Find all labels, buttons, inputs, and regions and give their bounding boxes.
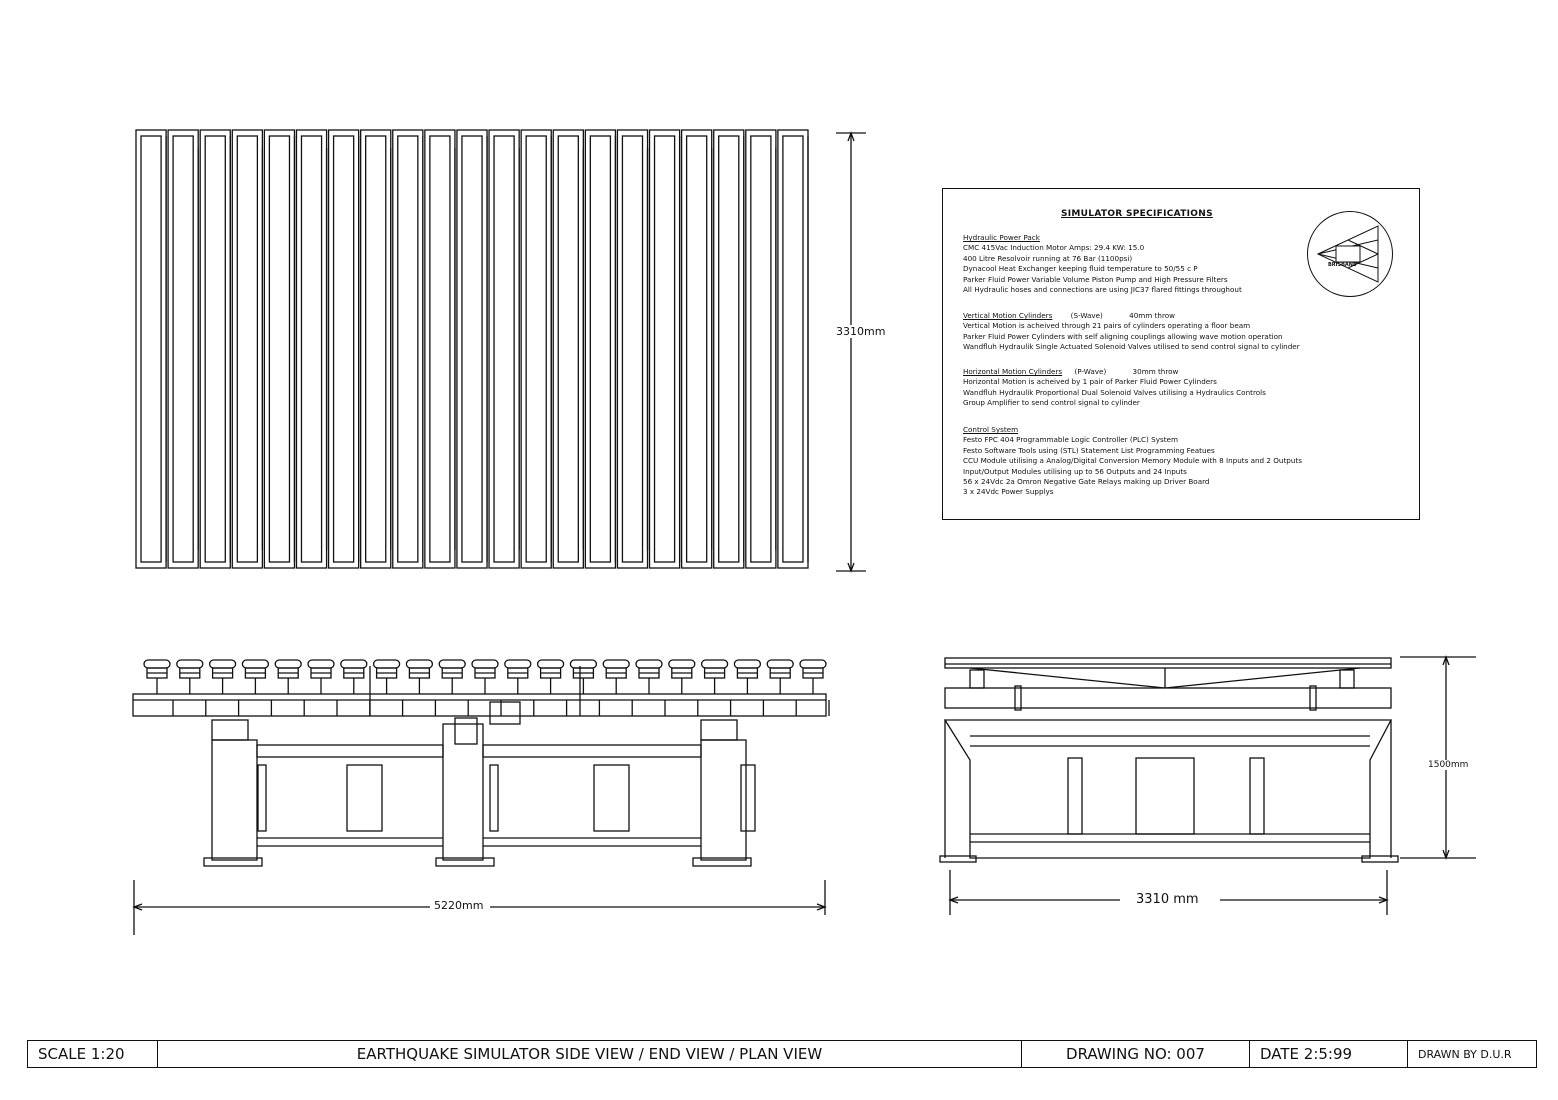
spec-line: Festo FPC 404 Programmable Logic Controller (PLC) System — [963, 435, 1178, 445]
plan-slat-inner — [269, 136, 289, 562]
date-cell: DATE 2:5:99 — [1250, 1041, 1408, 1067]
plan-slat-inner — [622, 136, 642, 562]
plan-slat-inner — [205, 136, 225, 562]
spec-line: Dynacool Heat Exchanger keeping fluid temperature to 50/55 c P — [963, 264, 1198, 274]
horizontal-throw: 30mm throw — [1132, 367, 1179, 376]
plan-slat-inner — [783, 136, 803, 562]
vertical-heading: Vertical Motion Cylinders — [963, 311, 1053, 320]
spec-line: Parker Fluid Power Cylinders with self aligning couplings allowing wave motion operation — [963, 331, 1283, 341]
plan-view — [136, 130, 808, 568]
plan-slat-inner — [430, 136, 450, 562]
actuator-cap — [242, 660, 268, 668]
hydraulic-heading: Hydraulic Power Pack — [963, 233, 1040, 242]
scale-cell: SCALE 1:20 — [28, 1041, 158, 1067]
company-logo-icon — [1307, 211, 1393, 297]
spec-line: Parker Fluid Power Variable Volume Piston Pump and High Pressure Filters — [963, 274, 1228, 284]
horizontal-heading: Horizontal Motion Cylinders — [963, 367, 1063, 376]
actuator-cap — [210, 660, 236, 668]
actuator-cap — [636, 660, 662, 668]
plan-slat-inner — [237, 136, 257, 562]
plan-slat-inner — [173, 136, 193, 562]
actuator-cap — [603, 660, 629, 668]
actuator-cap — [734, 660, 760, 668]
actuator-cap — [406, 660, 432, 668]
horizontal-section — [963, 367, 1266, 409]
drawing-number-cell: DRAWING NO: 007 — [1022, 1041, 1250, 1067]
spec-line: 56 x 24Vdc 2a Omron Negative Gate Relays making up Driver Board — [963, 477, 1210, 487]
spec-line: Group Amplifier to send control signal to cylinder — [963, 398, 1140, 408]
hydraulic-section — [963, 233, 1242, 295]
spec-line: Horizontal Motion is acheived by 1 pair of Parker Fluid Power Cylinders — [963, 377, 1217, 387]
vertical-tag: (S-Wave) — [1070, 311, 1103, 320]
spec-line: Festo Software Tools using (STL) Statement List Programming Featues — [963, 445, 1215, 455]
logo-text: BRISBANE — [1328, 262, 1357, 268]
plan-slat-inner — [301, 136, 321, 562]
specifications-panel — [942, 188, 1420, 520]
plan-slat-inner — [719, 136, 739, 562]
drawing-title-cell: EARTHQUAKE SIMULATOR SIDE VIEW / END VIEW / PLAN VIEW — [158, 1041, 1022, 1067]
plan-slat-inner — [141, 136, 161, 562]
spec-line: CCU Module utilising a Analog/Digital Conversion Memory Module with 8 Inputs and 2 Outputs — [963, 456, 1302, 466]
plan-height-label: 3310mm — [836, 325, 886, 338]
actuator-cap — [308, 660, 334, 668]
actuator-cap — [374, 660, 400, 668]
actuator-cap — [177, 660, 203, 668]
plan-slat-inner — [398, 136, 418, 562]
end-width-label: 3310 mm — [1136, 892, 1199, 907]
plan-slat-inner — [558, 136, 578, 562]
vertical-section — [963, 311, 1300, 353]
actuator-cap — [341, 660, 367, 668]
plan-slat-inner — [494, 136, 514, 562]
plan-slat-inner — [590, 136, 610, 562]
actuator-cap — [472, 660, 498, 668]
side-length-label: 5220mm — [434, 899, 484, 912]
plan-slat-inner — [526, 136, 546, 562]
plan-slat-inner — [334, 136, 354, 562]
actuator-cap — [505, 660, 531, 668]
actuator-cap — [144, 660, 170, 668]
end-dimensions — [950, 657, 1476, 915]
end-height-label: 1500mm — [1428, 760, 1469, 770]
spec-line: All Hydraulic hoses and connections are using JIC37 flared fittings throughout — [963, 285, 1242, 295]
specifications-title: SIMULATOR SPECIFICATIONS — [1061, 209, 1213, 219]
actuator-cap — [702, 660, 728, 668]
spec-line: Wandfluh Hydraulik Single Actuated Solenoid Valves utilised to send control signal to cylinder — [963, 342, 1300, 352]
actuator-cap — [439, 660, 465, 668]
vertical-throw: 40mm throw — [1129, 311, 1176, 320]
plan-slat-inner — [462, 136, 482, 562]
control-heading: Control System — [963, 425, 1019, 434]
drawn-by-cell: DRAWN BY D.U.R — [1418, 1047, 1512, 1061]
end-view — [940, 658, 1398, 862]
spec-line: Wandfluh Hydraulik Proportional Dual Solenoid Valves utilising a Hydraulics Controls — [963, 387, 1266, 397]
title-block — [27, 1040, 1537, 1068]
actuator-cap — [669, 660, 695, 668]
spec-line: Vertical Motion is acheived through 21 pairs of cylinders operating a floor beam — [963, 321, 1251, 331]
plan-slat-inner — [687, 136, 707, 562]
plan-slat-inner — [751, 136, 771, 562]
spec-line: CMC 415Vac Induction Motor Amps: 29.4 KW: 15.0 — [963, 243, 1145, 253]
actuator-cap — [570, 660, 596, 668]
spec-line: 400 Litre Resolvoir running at 76 Bar (1100psi) — [963, 253, 1133, 263]
spec-line: 3 x 24Vdc Power Supplys — [963, 487, 1054, 497]
actuator-cap — [767, 660, 793, 668]
plan-slat-inner — [366, 136, 386, 562]
plan-dimension — [836, 133, 866, 571]
side-view — [133, 660, 829, 866]
horizontal-tag: (P-Wave) — [1074, 367, 1107, 376]
plan-slat-inner — [655, 136, 675, 562]
control-section — [963, 425, 1302, 498]
actuator-cap — [538, 660, 564, 668]
actuator-cap — [275, 660, 301, 668]
spec-line: Input/Output Modules utilising up to 56 Outputs and 24 Inputs — [963, 466, 1187, 476]
actuator-cap — [800, 660, 826, 668]
